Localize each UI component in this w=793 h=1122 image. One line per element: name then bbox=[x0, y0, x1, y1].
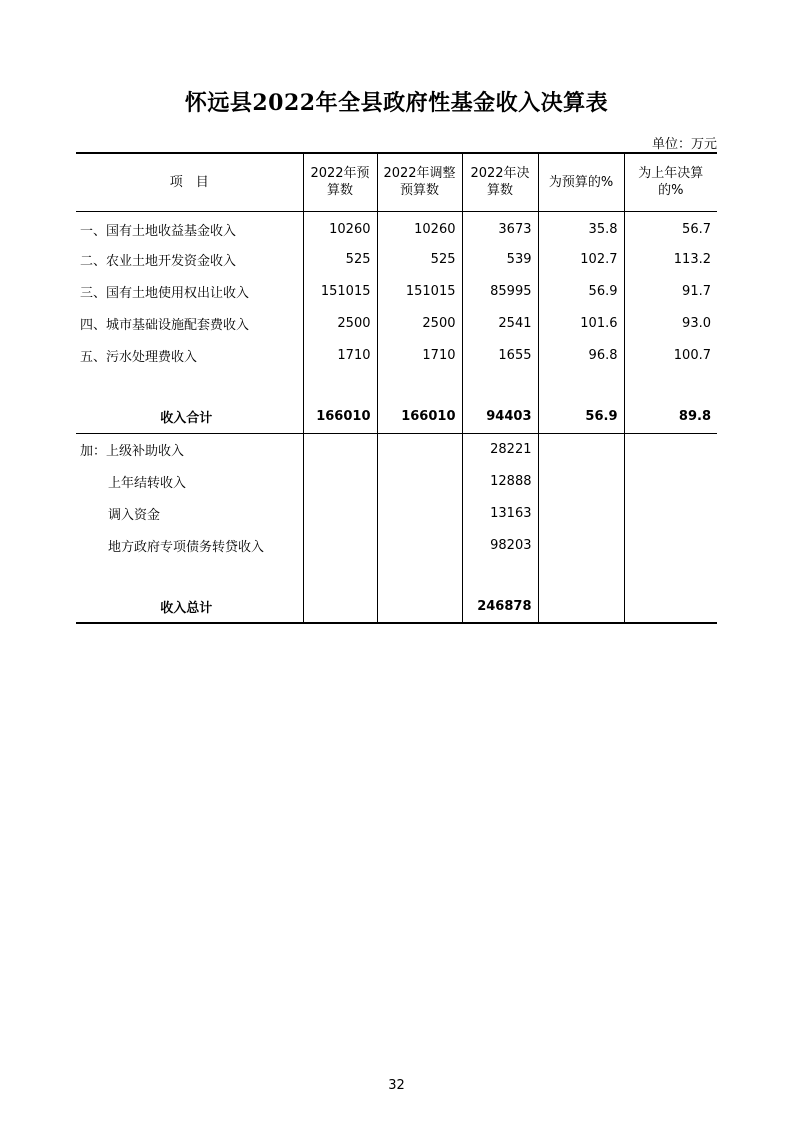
row-budget: 2500 bbox=[303, 307, 377, 339]
table-row bbox=[76, 339, 717, 371]
row-budget: 151015 bbox=[303, 275, 377, 307]
row-pct-budget: 101.6 bbox=[538, 307, 624, 339]
row-final: 1655 bbox=[462, 339, 538, 371]
table-row bbox=[76, 211, 717, 243]
subtotal-label: 收入合计 bbox=[76, 401, 303, 433]
header-pct-budget: 为预算的% bbox=[538, 153, 624, 211]
addition-item: 调入资金 bbox=[108, 507, 161, 523]
row-final: 2541 bbox=[462, 307, 538, 339]
fund-revenue-table bbox=[76, 152, 717, 624]
table-row bbox=[76, 243, 717, 275]
addition-final: 13163 bbox=[462, 497, 538, 529]
row-adjusted: 2500 bbox=[377, 307, 462, 339]
row-final: 85995 bbox=[462, 275, 538, 307]
addition-row bbox=[76, 465, 717, 497]
row-pct-last-year: 113.2 bbox=[624, 243, 717, 275]
row-pct-budget: 102.7 bbox=[538, 243, 624, 275]
document-title: 怀远县2022年全县政府性基金收入决算表 bbox=[184, 90, 609, 116]
row-pct-last-year: 56.7 bbox=[624, 211, 717, 243]
blank-row bbox=[76, 371, 717, 401]
row-final: 539 bbox=[462, 243, 538, 275]
header-adjusted: 2022年调整预算数 bbox=[377, 153, 462, 211]
table-row bbox=[76, 307, 717, 339]
addition-final: 98203 bbox=[462, 529, 538, 561]
blank-row bbox=[76, 561, 717, 591]
header-budget: 2022年预算数 bbox=[303, 153, 377, 211]
row-item: 五、污水处理费收入 bbox=[80, 349, 198, 365]
addition-row bbox=[76, 497, 717, 529]
row-item: 二、农业土地开发资金收入 bbox=[80, 253, 237, 269]
row-item: 一、国有土地收益基金收入 bbox=[80, 223, 237, 239]
table-row bbox=[76, 275, 717, 307]
addition-final: 28221 bbox=[462, 433, 538, 465]
header-final: 2022年决算数 bbox=[462, 153, 538, 211]
row-pct-last-year: 93.0 bbox=[624, 307, 717, 339]
row-adjusted: 151015 bbox=[377, 275, 462, 307]
total-final: 246878 bbox=[462, 591, 538, 623]
row-item: 四、城市基础设施配套费收入 bbox=[80, 317, 250, 333]
subtotal-pct-last-year: 89.8 bbox=[624, 401, 717, 433]
table-header-row bbox=[76, 153, 717, 211]
row-pct-budget: 96.8 bbox=[538, 339, 624, 371]
subtotal-budget: 166010 bbox=[303, 401, 377, 433]
row-pct-budget: 56.9 bbox=[538, 275, 624, 307]
addition-final: 12888 bbox=[462, 465, 538, 497]
header-pct-last-year: 为上年决算的% bbox=[624, 153, 717, 211]
row-pct-last-year: 100.7 bbox=[624, 339, 717, 371]
row-final: 3673 bbox=[462, 211, 538, 243]
row-adjusted: 1710 bbox=[377, 339, 462, 371]
page-number: 32 bbox=[388, 1078, 405, 1093]
addition-item: 地方政府专项债务转贷收入 bbox=[108, 539, 265, 555]
addition-item: 加：上级补助收入 bbox=[80, 443, 185, 459]
row-adjusted: 525 bbox=[377, 243, 462, 275]
subtotal-row bbox=[76, 401, 717, 433]
row-item: 三、国有土地使用权出让收入 bbox=[80, 285, 250, 301]
addition-item: 上年结转收入 bbox=[108, 475, 187, 491]
addition-row bbox=[76, 529, 717, 561]
row-pct-budget: 35.8 bbox=[538, 211, 624, 243]
subtotal-pct-budget: 56.9 bbox=[538, 401, 624, 433]
row-adjusted: 10260 bbox=[377, 211, 462, 243]
subtotal-adjusted: 166010 bbox=[377, 401, 462, 433]
total-label: 收入总计 bbox=[76, 591, 303, 623]
row-budget: 10260 bbox=[303, 211, 377, 243]
row-pct-last-year: 91.7 bbox=[624, 275, 717, 307]
row-budget: 525 bbox=[303, 243, 377, 275]
row-budget: 1710 bbox=[303, 339, 377, 371]
subtotal-final: 94403 bbox=[462, 401, 538, 433]
header-item: 项 目 bbox=[76, 153, 303, 211]
addition-row bbox=[76, 433, 717, 465]
unit-label: 单位：万元 bbox=[651, 137, 717, 152]
total-row bbox=[76, 591, 717, 623]
